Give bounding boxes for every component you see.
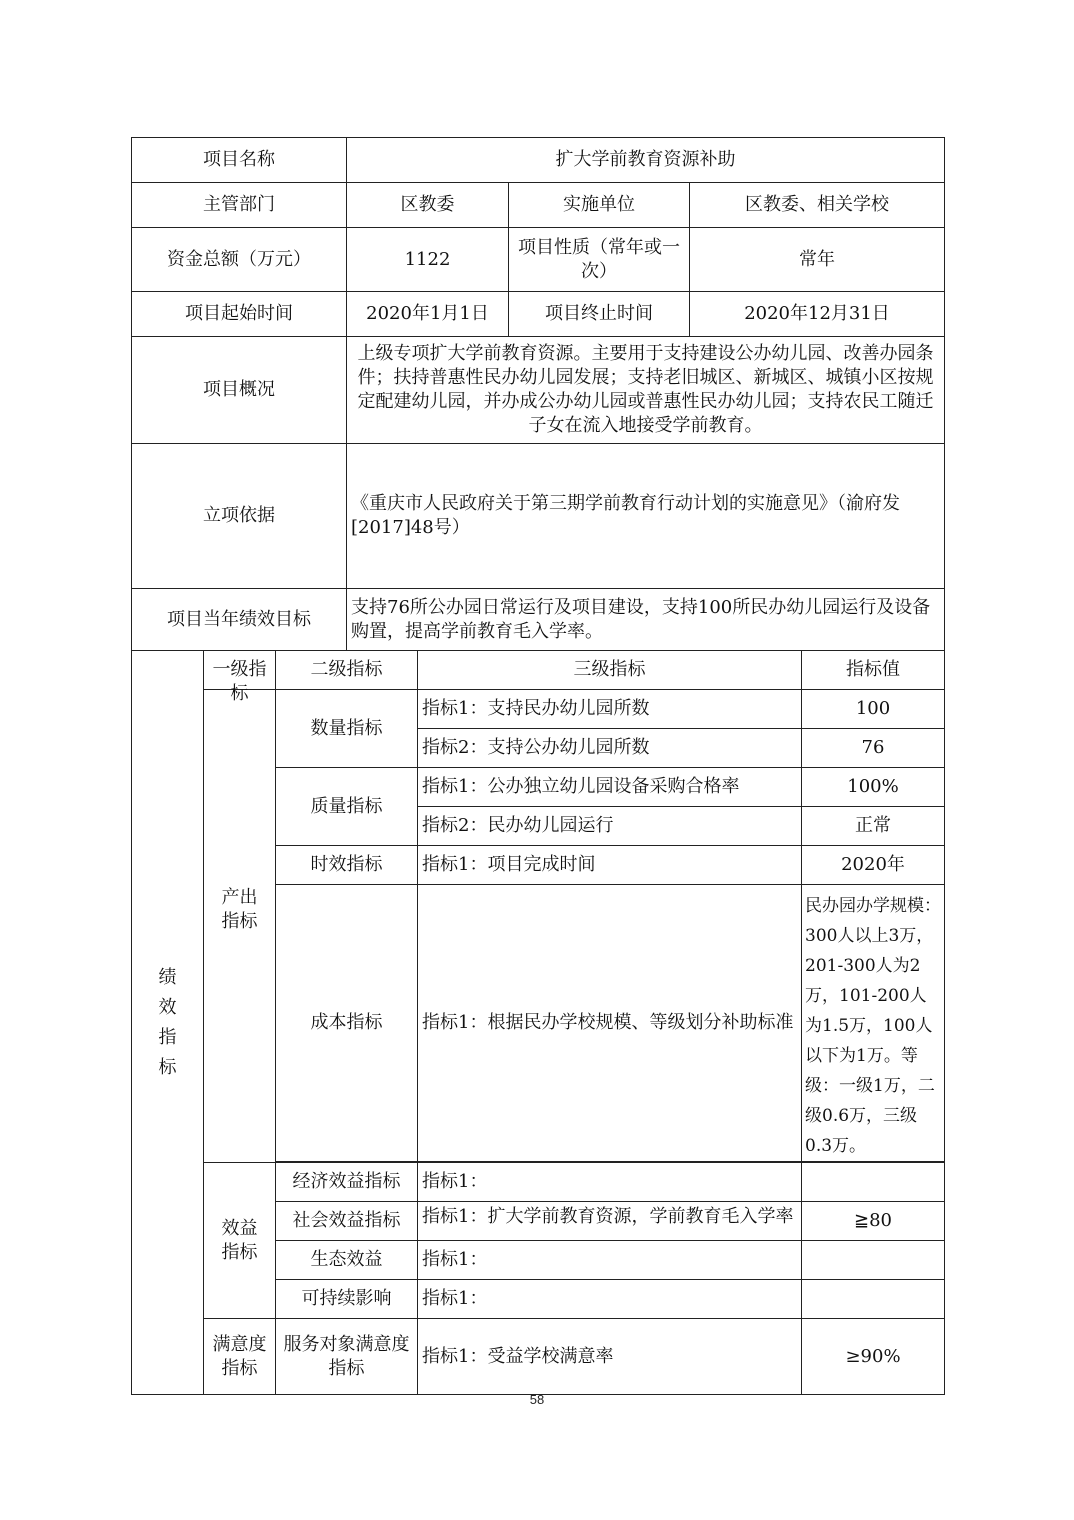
cost-1: 指标1：根据民办学校规模、等级划分补助标准 (418, 885, 802, 1162)
service-1: 指标1：受益学校满意率 (418, 1319, 802, 1395)
goal-label: 项目当年绩效目标 (132, 589, 347, 651)
eco-1-value (802, 1241, 945, 1280)
dept-value: 区教委 (347, 183, 509, 228)
start-value: 2020年1月1日 (347, 292, 509, 337)
page-number: 58 (529, 1392, 545, 1407)
satisfaction-label (204, 1319, 276, 1395)
unit-value: 区教委、相关学校 (690, 183, 945, 228)
economic-label: 经济效益指标 (276, 1163, 418, 1202)
row-project-name (132, 138, 945, 183)
nature-value: 常年 (690, 228, 945, 292)
row-overview (132, 337, 945, 444)
cost-1-value: 民办园办学规模：300人以上3万，201-300人为2万，101-200人为1.5万，100人以下为1万。等级：一级1万，二级0.6万，三级0.3万。 (802, 885, 945, 1162)
social-1 (418, 1202, 802, 1241)
quality-2-value: 正常 (802, 807, 945, 846)
fund-value: 1122 (347, 228, 509, 292)
indicator-section-label (132, 651, 204, 1395)
row-satisfaction (132, 1319, 945, 1395)
quantity-2: 指标2：支持公办幼儿园所数 (418, 729, 802, 768)
sustain-1-value (802, 1280, 945, 1319)
header-level2: 二级指标 (276, 651, 418, 690)
satisfaction-label-text: 满意度指标 (212, 1333, 267, 1379)
dept-label: 主管部门 (132, 183, 347, 228)
quantity-1-value: 100 (802, 690, 945, 729)
basis-label: 立项依据 (132, 444, 347, 589)
quality-1: 指标1：公办独立幼儿园设备采购合格率 (418, 768, 802, 807)
social-label: 社会效益指标 (276, 1202, 418, 1241)
benefit-label (204, 1163, 276, 1319)
row-goal (132, 589, 945, 651)
economic-1: 指标1： (418, 1163, 802, 1202)
row-basis (132, 444, 945, 589)
output-label-text: 产出指标 (221, 887, 258, 932)
economic-1-value (802, 1163, 945, 1202)
end-value: 2020年12月31日 (690, 292, 945, 337)
time-label: 时效指标 (276, 846, 418, 885)
row-indicator-header (132, 651, 945, 690)
service-1-value: ≥90% (802, 1319, 945, 1395)
social-1-value: ≧80 (802, 1202, 945, 1241)
eco-label: 生态效益 (276, 1241, 418, 1280)
sustain-label: 可持续影响 (276, 1280, 418, 1319)
fund-label: 资金总额（万元） (132, 228, 347, 292)
row-fund (132, 228, 945, 292)
quality-label: 质量指标 (276, 768, 418, 846)
quality-1-value: 100% (802, 768, 945, 807)
benefit-label-text: 效益指标 (221, 1217, 258, 1263)
row-economic (132, 1163, 945, 1202)
time-1: 指标1：项目完成时间 (418, 846, 802, 885)
sustain-1: 指标1： (418, 1280, 802, 1319)
social-1-text: 指标1：扩大学前教育资源，学前教育毛入学率 (422, 1206, 794, 1227)
overview-label: 项目概况 (132, 337, 347, 444)
overview-value: 上级专项扩大学前教育资源。主要用于支持建设公办幼儿园、改善办园条件；扶持普惠性民办幼儿园发展；支持老旧城区、新城区、城镇小区按规定配建幼儿园，并办成公办幼儿园或普惠性民办幼儿园；支持农民工随迁子女在流入地接受学前教育。 (347, 337, 945, 444)
quantity-label: 数量指标 (276, 690, 418, 768)
start-label: 项目起始时间 (132, 292, 347, 337)
indicator-section-text: 绩效指标 (158, 966, 177, 1078)
goal-value: 支持76所公办园日常运行及项目建设，支持100所民办幼儿园运行及设备购置，提高学前教育毛入学率。 (347, 589, 945, 651)
output-label (204, 690, 276, 1163)
header-value: 指标值 (802, 651, 945, 690)
basis-value: 《重庆市人民政府关于第三期学前教育行动计划的实施意见》（渝府发[2017]48号） (347, 444, 945, 589)
service-label: 服务对象满意度指标 (276, 1319, 418, 1395)
header-level3: 三级指标 (418, 651, 802, 690)
project-name-label: 项目名称 (132, 138, 347, 183)
eco-1: 指标1： (418, 1241, 802, 1280)
row-dates (132, 292, 945, 337)
header-level1-text: 一级指标 (212, 659, 267, 704)
quantity-2-value: 76 (802, 729, 945, 768)
project-info-table (131, 137, 945, 1395)
unit-label: 实施单位 (509, 183, 690, 228)
time-1-value: 2020年 (802, 846, 945, 885)
row-department (132, 183, 945, 228)
end-label: 项目终止时间 (509, 292, 690, 337)
nature-label: 项目性质（常年或一次） (509, 228, 690, 292)
quantity-1: 指标1：支持民办幼儿园所数 (418, 690, 802, 729)
quality-2: 指标2：民办幼儿园运行 (418, 807, 802, 846)
cost-label: 成本指标 (276, 885, 418, 1162)
row-quantity-1 (132, 690, 945, 729)
project-name-value: 扩大学前教育资源补助 (347, 138, 945, 183)
header-level1 (204, 651, 276, 704)
project-table-container (131, 137, 944, 1395)
